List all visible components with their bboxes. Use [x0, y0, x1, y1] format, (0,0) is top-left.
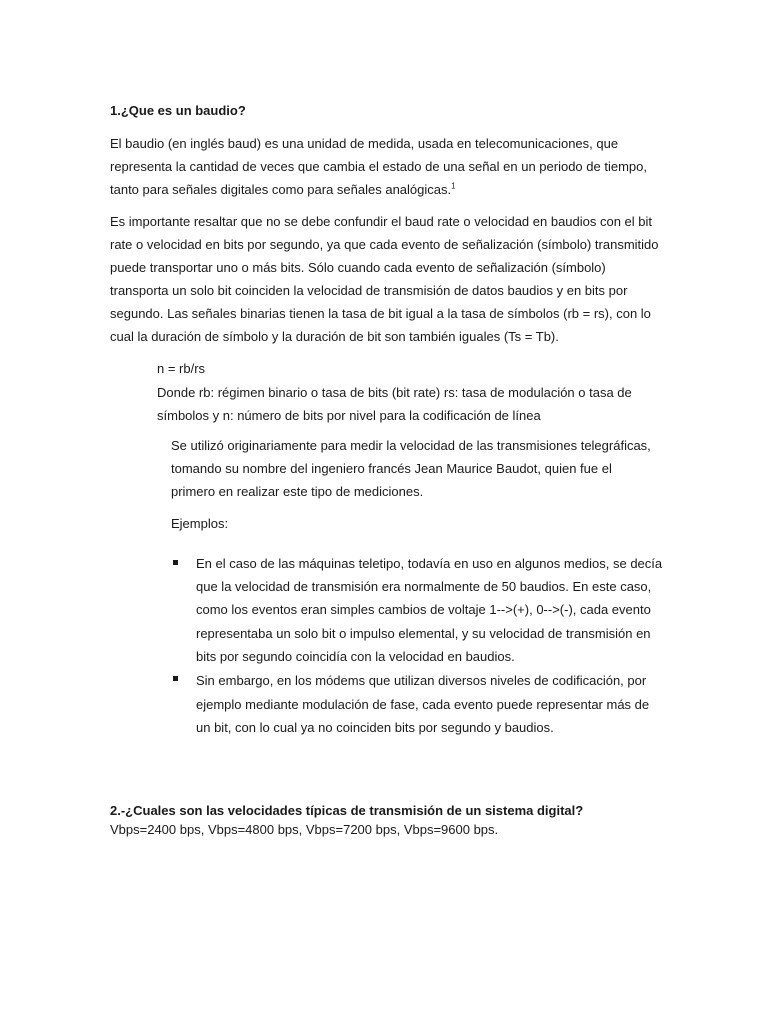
- bullet-icon: [173, 560, 178, 565]
- example-1-line: representaba un solo bit o impulso elemental, y su velocidad de transmisión en: [196, 626, 651, 641]
- examples-label: Ejemplos:: [171, 516, 229, 531]
- paragraph-2-line: puede transportar uno o más bits. Sólo cuando cada evento de señalización (símbolo): [110, 260, 606, 275]
- example-1-line: como los eventos eran simples cambios de voltaje 1-->(+), 0-->(-), cada evento: [196, 602, 651, 617]
- question-1-title: 1.¿Que es un baudio?: [110, 103, 246, 118]
- formula: n = rb/rs: [157, 361, 206, 376]
- paragraph-1-line: [110, 182, 456, 198]
- question-2-answer: Vbps=2400 bps, Vbps=4800 bps, Vbps=7200 bps, Vbps=9600 bps.: [110, 822, 499, 837]
- paragraph-1-line: El baudio (en inglés baud) es una unidad de medida, usada en telecomunicaciones, que: [110, 136, 619, 151]
- paragraph-2-line: rate o velocidad en bits por segundo, ya que cada evento de señalización (símbolo) transmitido: [110, 237, 659, 252]
- paragraph-3-line: Se utilizó originariamente para medir la velocidad de las transmisiones telegráficas,: [171, 438, 651, 453]
- example-1-line: que la velocidad de transmisión era normalmente de 50 baudios. En este caso,: [196, 579, 652, 594]
- paragraph-3-line: tomando su nombre del ingeniero francés Jean Maurice Baudot, quien fue el: [171, 461, 612, 476]
- formula-description-line: Donde rb: régimen binario o tasa de bits (bit rate) rs: tasa de modulación o tasa de: [157, 385, 632, 400]
- question-2-title: 2.-¿Cuales son las velocidades típicas de transmisión de un sistema digital?: [110, 803, 584, 818]
- bullet-icon: [173, 676, 178, 681]
- footnote-marker: 1: [451, 181, 456, 191]
- paragraph-2-line: segundo. Las señales binarias tienen la tasa de bit igual a la tasa de símbolos (rb = rs), con lo: [110, 306, 651, 321]
- example-1-line: En el caso de las máquinas teletipo, todavía en uso en algunos medios, se decía: [196, 556, 663, 571]
- paragraph-2-line: Es importante resaltar que no se debe confundir el baud rate o velocidad en baudios con el bit: [110, 214, 653, 229]
- paragraph-1-line: representa la cantidad de veces que cambia el estado de una señal en un periodo de tiempo,: [110, 159, 647, 174]
- example-2-line: Sin embargo, en los módems que utilizan diversos niveles de codificación, por: [196, 673, 647, 688]
- example-2-line: un bit, con lo cual ya no coinciden bits por segundo y baudios.: [196, 720, 554, 735]
- paragraph-2-line: transporta un solo bit coinciden la velocidad de transmisión de datos baudios y en bits por: [110, 283, 628, 298]
- paragraph-1-text: tanto para señales digitales como para señales analógicas.: [110, 182, 452, 197]
- example-1-line: bits por segundo coincidía con la velocidad en baudios.: [196, 649, 515, 664]
- paragraph-2-line: cual la duración de símbolo y la duración de bit son también iguales (Ts = Tb).: [110, 329, 559, 344]
- example-2-line: ejemplo mediante modulación de fase, cada evento puede representar más de: [196, 697, 650, 712]
- paragraph-3-line: primero en realizar este tipo de mediciones.: [171, 484, 424, 499]
- formula-description-line: símbolos y n: número de bits por nivel para la codificación de línea: [157, 408, 541, 423]
